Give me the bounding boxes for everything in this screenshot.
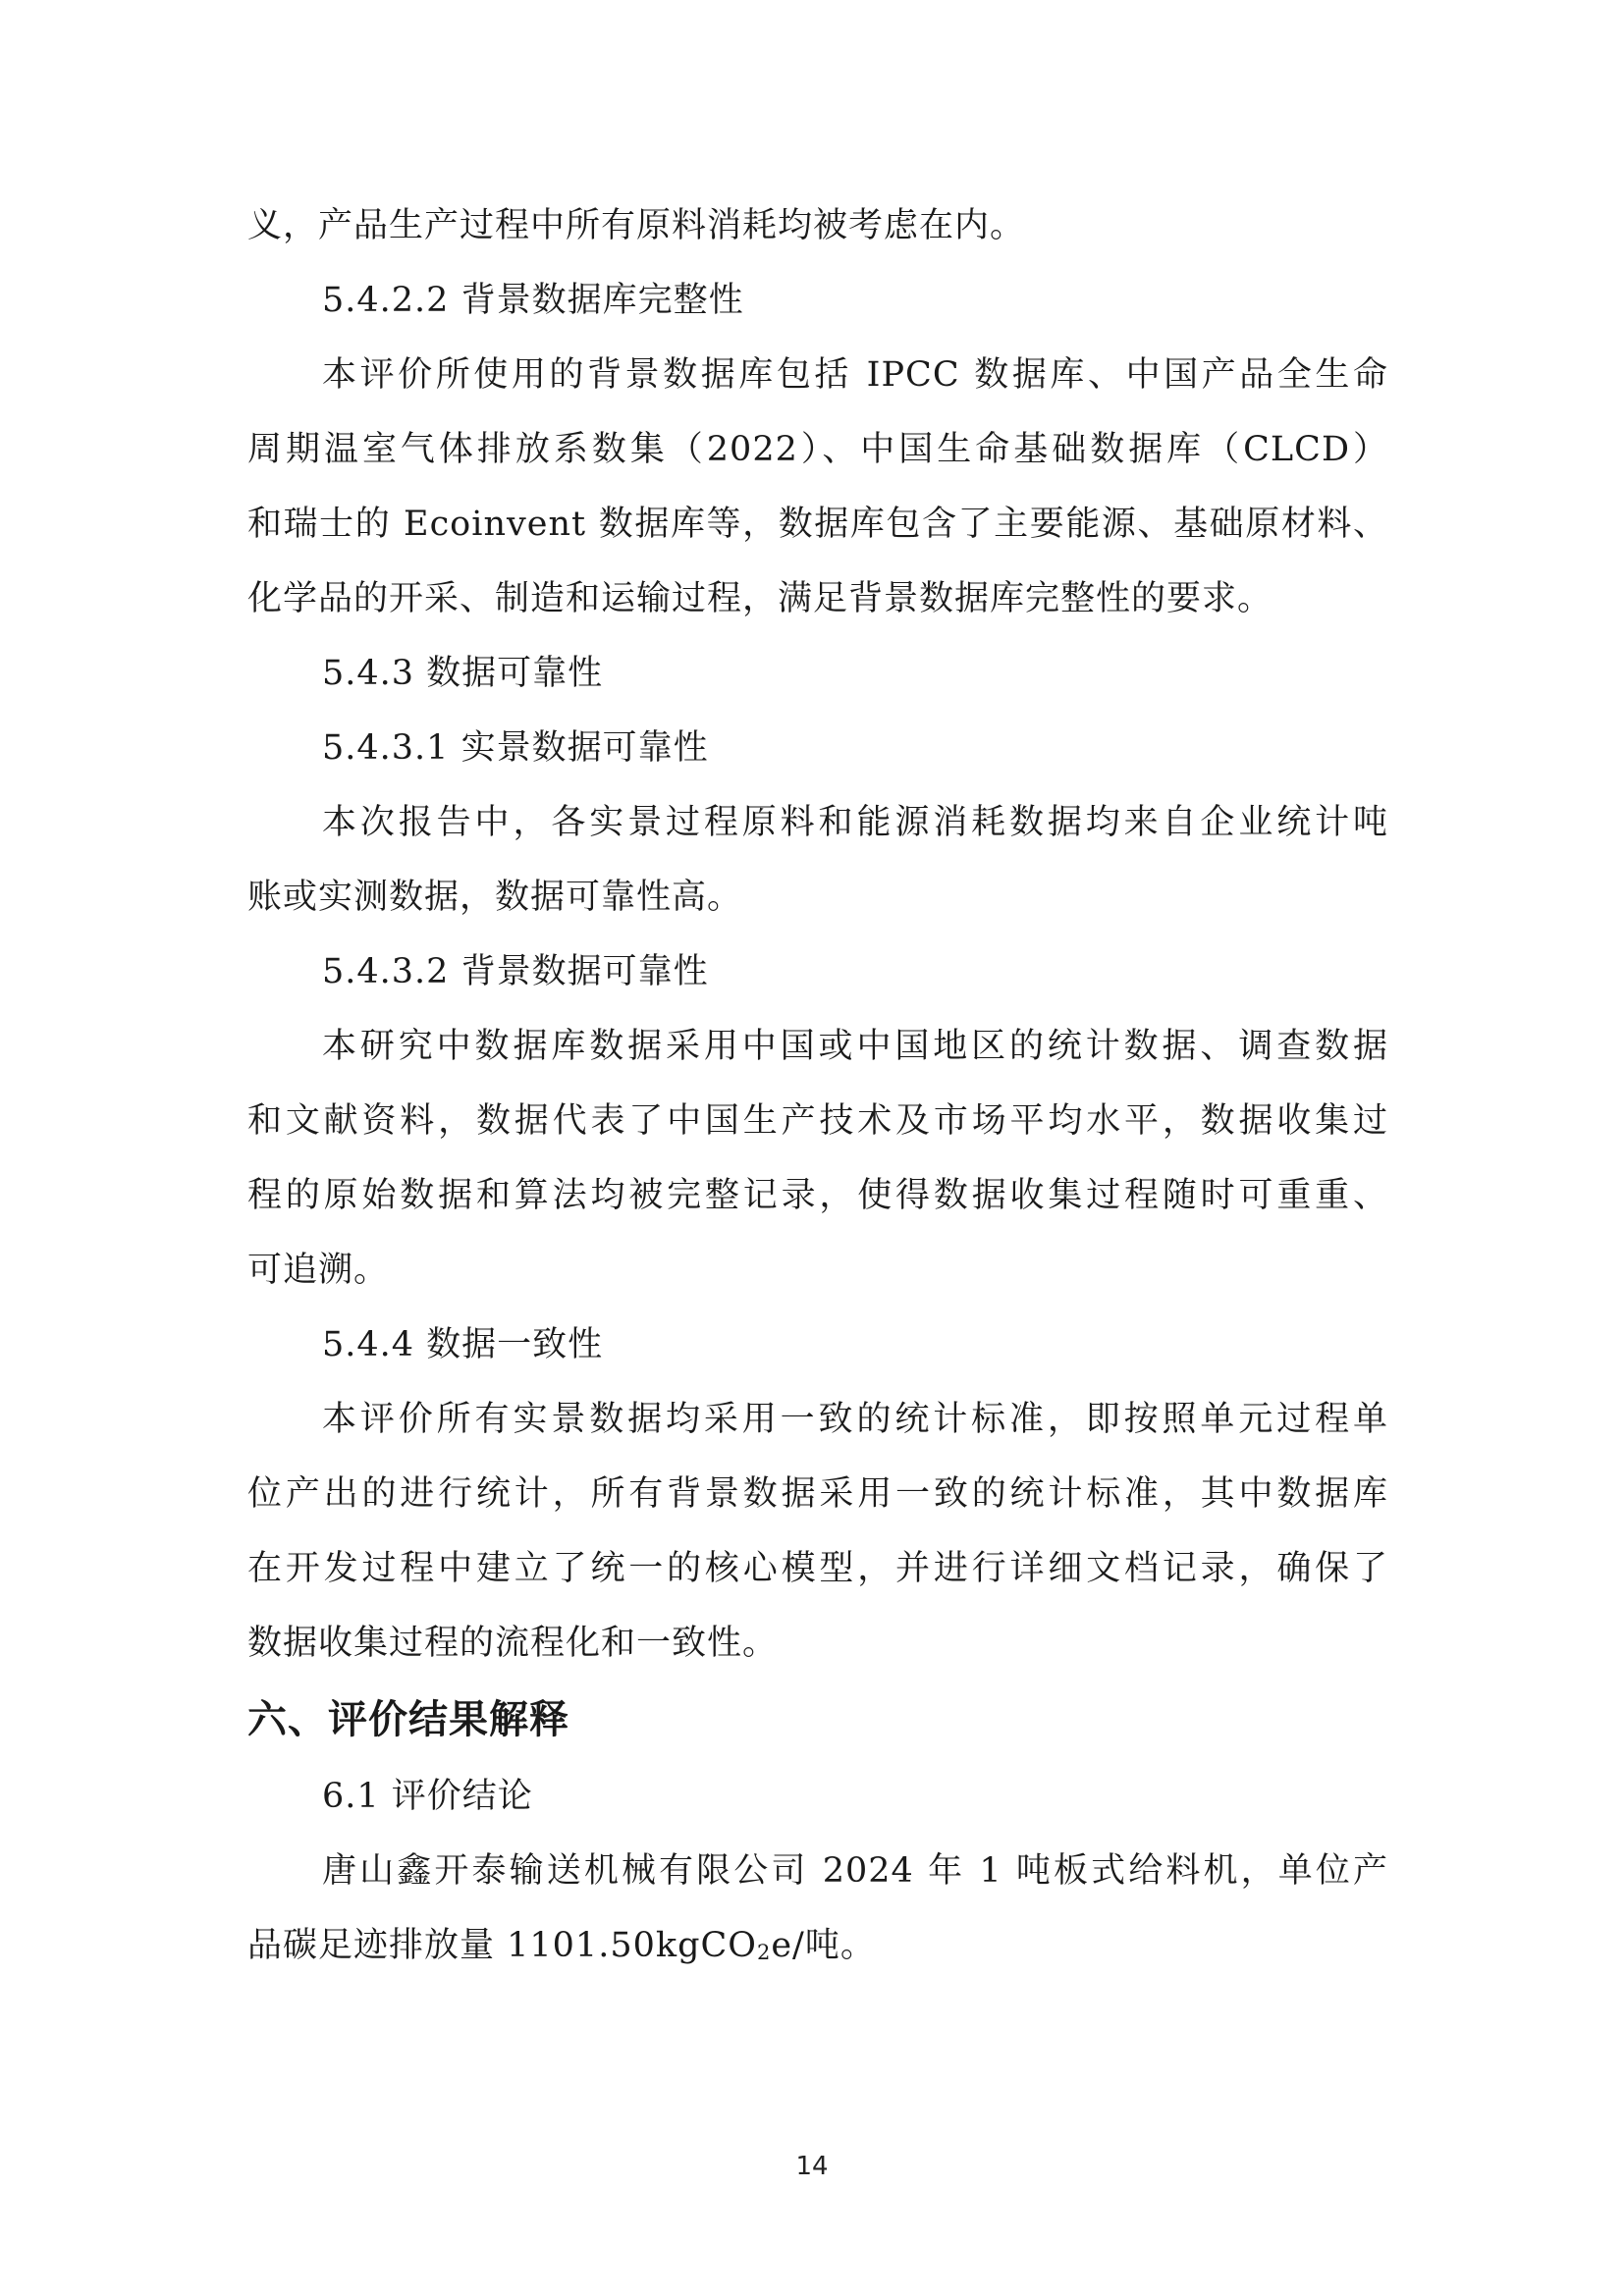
paragraph-line: 本评价所有实景数据均采用一致的统计标准，即按照单元过程单: [322, 1400, 1388, 1439]
section-heading: 6.1 评价结论: [322, 1777, 533, 1816]
paragraph-line: 和瑞士的 Ecoinvent 数据库等，数据库包含了主要能源、基础原材料、: [247, 505, 1388, 544]
final-line-prefix: 品碳足迹排放量 1101.50kgCO: [247, 1926, 757, 1965]
paragraph-line: 和文献资料，数据代表了中国生产技术及市场平均水平，数据收集过: [247, 1101, 1388, 1141]
paragraph-line: 唐山鑫开泰输送机械有限公司 2024 年 1 吨板式给料机，单位产: [322, 1851, 1388, 1891]
paragraph-line: 本评价所使用的背景数据库包括 IPCC 数据库、中国产品全生命: [322, 355, 1388, 395]
section-heading: 5.4.3 数据可靠性: [322, 654, 604, 693]
section-heading: 5.4.4 数据一致性: [322, 1325, 604, 1364]
paragraph-line: 可追溯。: [247, 1251, 390, 1290]
section-heading: 5.4.3.1 实景数据可靠性: [322, 728, 709, 768]
paragraph-line-final: [247, 1908, 1388, 1983]
paragraph-line: 化学品的开采、制造和运输过程，满足背景数据库完整性的要求。: [247, 579, 1273, 618]
chapter-heading: 六、评价结果解释: [247, 1697, 569, 1742]
section-heading: 5.4.3.2 背景数据可靠性: [322, 952, 709, 991]
paragraph-line: 程的原始数据和算法均被完整记录，使得数据收集过程随时可重重、: [247, 1176, 1388, 1215]
paragraph-line: 义，产品生产过程中所有原料消耗均被考虑在内。: [247, 206, 1026, 245]
paragraph-line: 周期温室气体排放系数集（2022）、中国生命基础数据库（CLCD）: [247, 430, 1388, 469]
final-line-suffix: e/吨。: [771, 1926, 876, 1965]
co2-subscript: 2: [756, 1941, 772, 1965]
paragraph-line: 本研究中数据库数据采用中国或中国地区的统计数据、调查数据: [322, 1027, 1388, 1066]
paragraph-line: 位产出的进行统计，所有背景数据采用一致的统计标准，其中数据库: [247, 1474, 1388, 1514]
document-body: [247, 188, 1388, 1983]
paragraph-line: 本次报告中，各实景过程原料和能源消耗数据均来自企业统计吨: [322, 803, 1388, 842]
section-heading: 5.4.2.2 背景数据库完整性: [322, 281, 744, 320]
page-number: 14: [795, 2152, 829, 2181]
paragraph-line: 在开发过程中建立了统一的核心模型，并进行详细文档记录，确保了: [247, 1549, 1388, 1588]
paragraph-line: 数据收集过程的流程化和一致性。: [247, 1624, 779, 1663]
paragraph-line: 账或实测数据，数据可靠性高。: [247, 878, 743, 917]
